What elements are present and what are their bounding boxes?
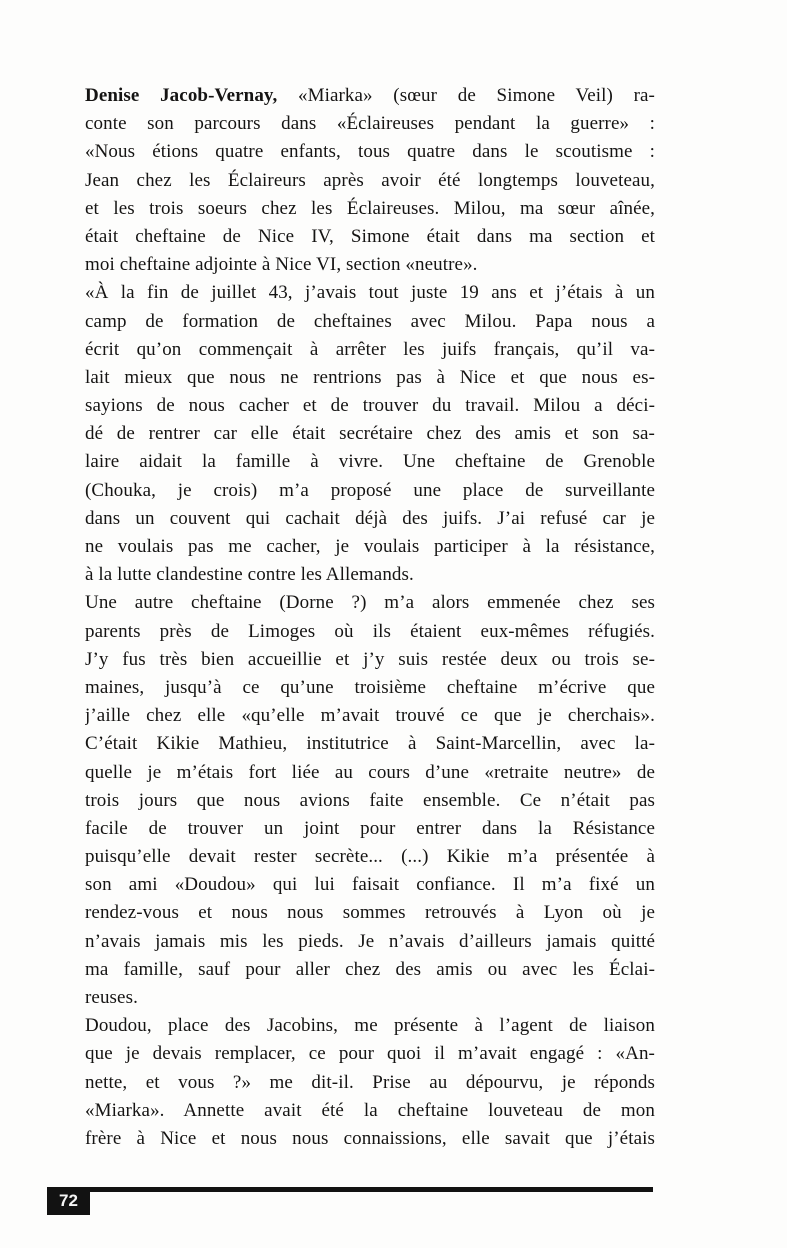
text-line: à la lutte clandestine contre les Allemands. — [85, 564, 414, 586]
text-line: (Chouka, je crois) m’a proposé une place de surveillante — [85, 479, 655, 501]
text-line: dans un couvent qui cachait déjà des juifs. J’ai refusé car je — [85, 507, 655, 529]
text-line: n’avais jamais mis les pieds. Je n’avais d’ailleurs jamais quitté — [85, 930, 655, 952]
text-line: «Nous étions quatre enfants, tous quatre dans le scoutisme : — [85, 141, 655, 163]
text-line: maines, jusqu’à ce qu’une troisième cheftaine m’écrive que — [85, 676, 655, 698]
text-line: J’y fus très bien accueillie et j’y suis restée deux ou trois se- — [85, 648, 655, 670]
text-line: trois jours que nous avions faite ensemble. Ce n’était pas — [85, 789, 655, 811]
text-line: conte son parcours dans «Éclaireuses pendant la guerre» : — [85, 113, 655, 135]
text-line: «Miarka». Annette avait été la cheftaine louveteau de mon — [85, 1099, 655, 1121]
text-line: Doudou, place des Jacobins, me présente à l’agent de liaison — [85, 1015, 655, 1037]
text-line: lait mieux que nous ne rentrions pas à Nice et que nous es- — [85, 366, 655, 388]
text-line: sayions de nous cacher et de trouver du travail. Milou a déci- — [85, 395, 655, 417]
text-line: ne voulais pas me cacher, je voulais participer à la résistance, — [85, 536, 655, 557]
text-line: C’était Kikie Mathieu, institutrice à Saint-Marcellin, avec la- — [85, 733, 655, 755]
page-number-badge — [47, 1187, 90, 1215]
text-line: quelle je m’étais fort liée au cours d’une «retraite neutre» de — [85, 761, 655, 783]
text-line: Jean chez les Éclaireurs après avoir été longtemps louveteau, — [85, 169, 655, 191]
text-line: laire aidait la famille à vivre. Une cheftaine de Grenoble — [85, 451, 655, 473]
footer-rule — [90, 1187, 653, 1192]
text-line: ma famille, sauf pour aller chez des amis ou avec les Éclai- — [85, 958, 655, 980]
text-line: Denise Jacob-Vernay, «Miarka» (sœur de Simone Veil) ra- — [85, 85, 655, 106]
text-line: était cheftaine de Nice IV, Simone était dans ma section et — [85, 225, 655, 247]
text-line: parents près de Limoges où ils étaient eux-mêmes réfugiés. — [85, 620, 655, 642]
text-line: rendez-vous et nous nous sommes retrouvés à Lyon où je — [85, 902, 655, 924]
text-line: nette, et vous ?» me dit-il. Prise au dépourvu, je réponds — [85, 1071, 655, 1093]
text-line: reuses. — [85, 987, 138, 1008]
text-line: dé de rentrer car elle était secrétaire chez des amis et son sa- — [85, 423, 655, 445]
text-line: écrit qu’on commençait à arrêter les juifs français, qu’il va- — [85, 338, 655, 360]
text-line: moi cheftaine adjointe à Nice VI, section «neutre». — [85, 254, 478, 276]
body-text — [85, 82, 655, 1153]
text-line: camp de formation de cheftaines avec Milou. Papa nous a — [85, 310, 655, 332]
text-line: «À la fin de juillet 43, j’avais tout juste 19 ans et j’étais à un — [85, 282, 655, 304]
text-line: j’aille chez elle «qu’elle m’avait trouvé ce que je cherchais». — [85, 705, 655, 727]
page-number: 72 — [59, 1191, 78, 1210]
text-line: que je devais remplacer, ce pour quoi il m’avait engagé : «An- — [85, 1043, 655, 1065]
author-name-bold: Denise Jacob-Vernay, — [85, 85, 278, 106]
text-line: son ami «Doudou» qui lui faisait confiance. Il m’a fixé un — [85, 874, 655, 896]
text-line: facile de trouver un joint pour entrer dans la Résistance — [85, 817, 655, 839]
text-line: puisqu’elle devait rester secrète... (...) Kikie m’a présentée à — [85, 846, 655, 868]
text-line: frère à Nice et nous nous connaissions, elle savait que j’étais — [85, 1127, 655, 1149]
text-line: et les trois soeurs chez les Éclaireuses. Milou, ma sœur aînée, — [85, 197, 655, 219]
text-line: Une autre cheftaine (Dorne ?) m’a alors emmenée chez ses — [85, 592, 655, 614]
